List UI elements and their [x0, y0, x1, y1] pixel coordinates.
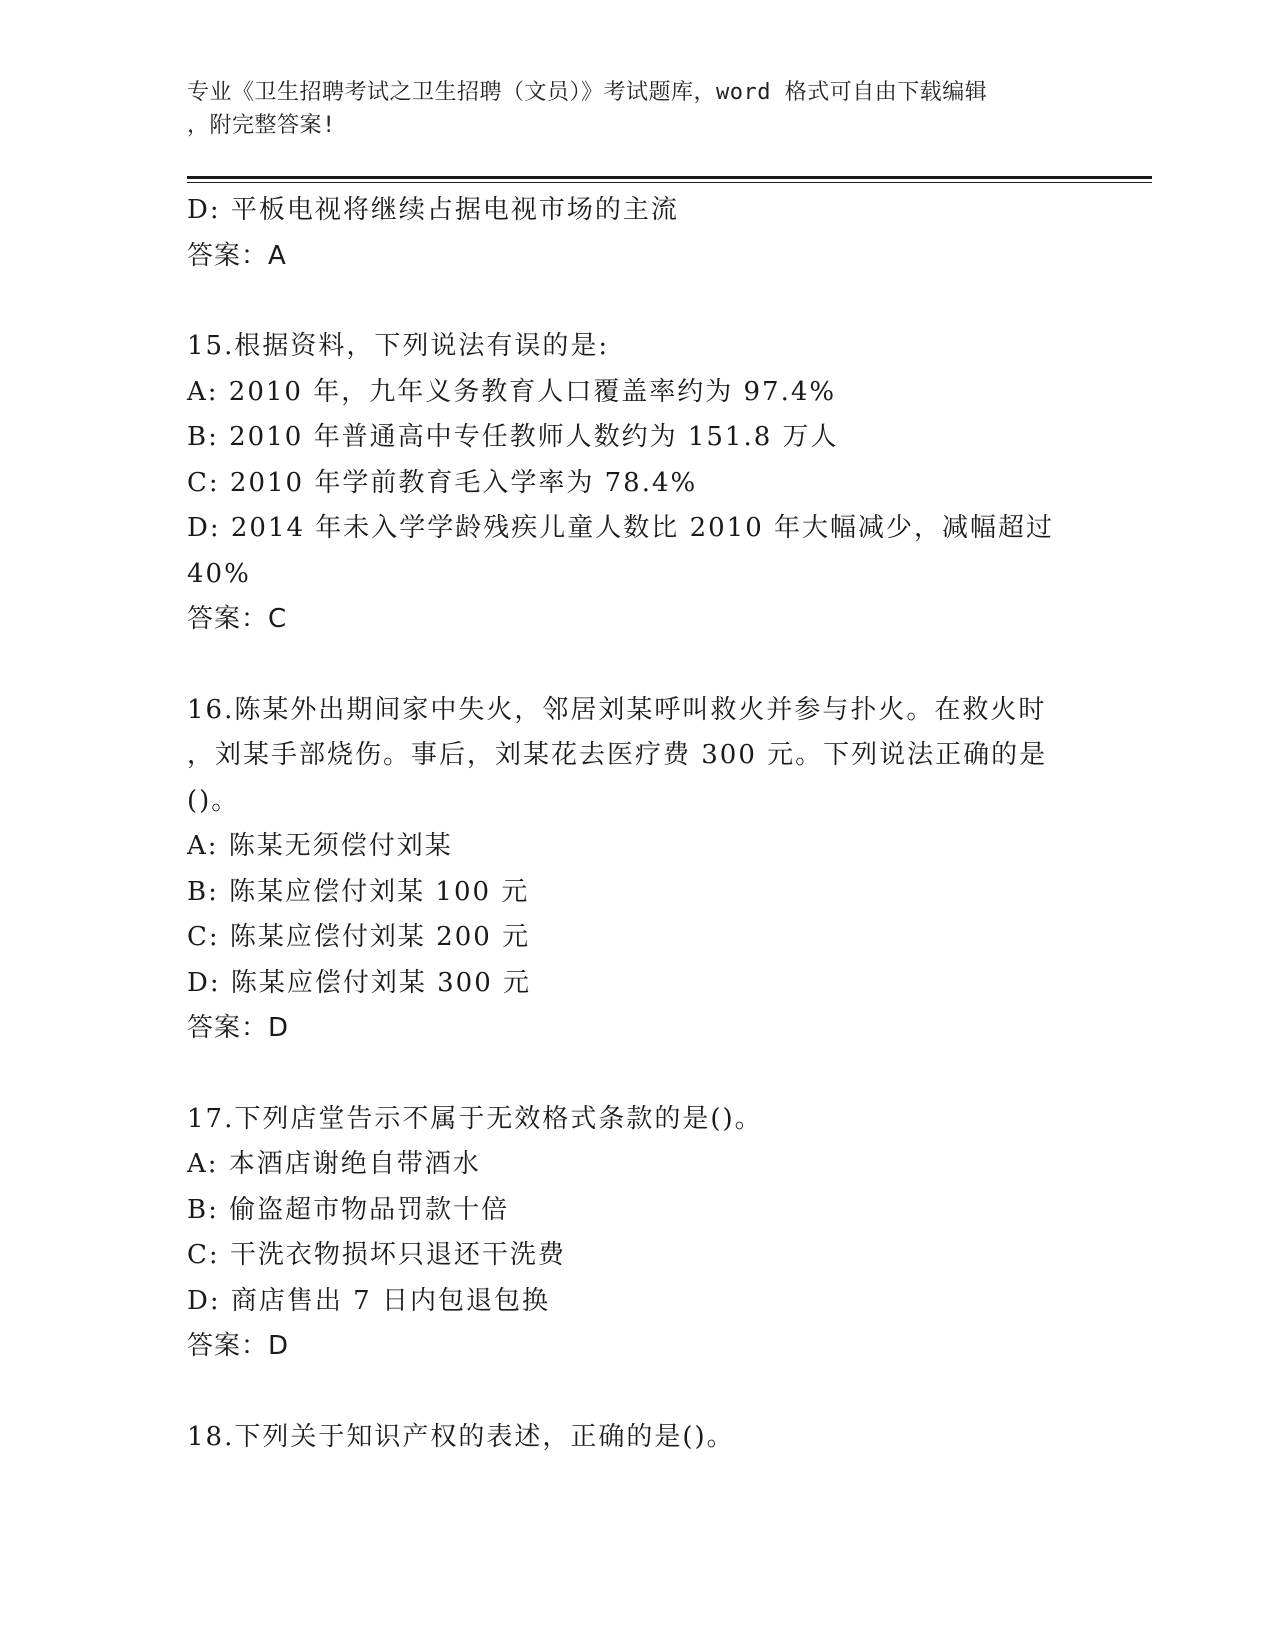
- option-b: B: 偷盗超市物品罚款十倍: [187, 1194, 510, 1225]
- header-rule-thick: [187, 176, 1152, 179]
- spacer: [187, 643, 1067, 688]
- question-18: [187, 1415, 1067, 1461]
- question-stem: 17.下列店堂告示不属于无效格式条款的是()。: [187, 1103, 763, 1134]
- question-stem: 16.陈某外出期间家中失火，邻居刘某呼叫救火并参与扑火。在救火时: [187, 694, 1047, 725]
- question-stem: 15.根据资料，下列说法有误的是:: [187, 331, 610, 361]
- header-line-2: ，附完整答案!: [187, 113, 336, 138]
- option-c: C: 2010 年学前教育毛入学率为 78.4%: [187, 467, 698, 498]
- previous-question-tail: [187, 188, 1067, 279]
- answer-line: 答案：D: [187, 1331, 290, 1361]
- header-rule-thin: [187, 182, 1152, 183]
- option-c: C: 干洗衣物损坏只退还干洗费: [187, 1240, 566, 1270]
- option-c: C: 陈某应偿付刘某 200 元: [187, 922, 531, 952]
- option-b: B: 陈某应偿付刘某 100 元: [187, 876, 530, 907]
- spacer: [187, 279, 1067, 324]
- document-header: [187, 76, 1067, 142]
- option-d: D: 2014 年未入学学龄残疾儿童人数比 2010 年大幅减少，减幅超过: [187, 513, 1055, 543]
- question-content: [187, 188, 1067, 1460]
- spacer: [187, 1052, 1067, 1097]
- spacer: [187, 1370, 1067, 1415]
- option-a: A: 陈某无须偿付刘某: [187, 831, 453, 861]
- option-a: A: 2010 年，九年义务教育人口覆盖率约为 97.4%: [187, 376, 837, 407]
- question-15: [187, 324, 1067, 643]
- option-b: B: 2010 年普通高中专任教师人数约为 151.8 万人: [187, 422, 839, 452]
- answer-line: 答案：A: [187, 240, 287, 271]
- question-16: [187, 688, 1067, 1052]
- question-stem: 18.下列关于知识产权的表述，正确的是()。: [187, 1421, 735, 1452]
- option-d: D: 商店售出 7 日内包退包换: [187, 1285, 550, 1316]
- option-d-continued: 40%: [187, 558, 251, 589]
- header-line-1: 专业《卫生招聘考试之卫生招聘（文员）》考试题库，word 格式可自由下载编辑: [187, 80, 988, 105]
- option-d: D: 陈某应偿付刘某 300 元: [187, 967, 532, 998]
- option-d: D: 平板电视将继续占据电视市场的主流: [187, 195, 679, 225]
- answer-line: 答案：C: [187, 604, 288, 634]
- question-17: [187, 1097, 1067, 1370]
- question-stem-continued: ()。: [187, 785, 240, 816]
- question-stem-continued: ，刘某手部烧伤。事后，刘某花去医疗费 300 元。下列说法正确的是: [187, 740, 1048, 770]
- option-a: A: 本酒店谢绝自带酒水: [187, 1149, 481, 1179]
- answer-line: 答案：D: [187, 1013, 290, 1043]
